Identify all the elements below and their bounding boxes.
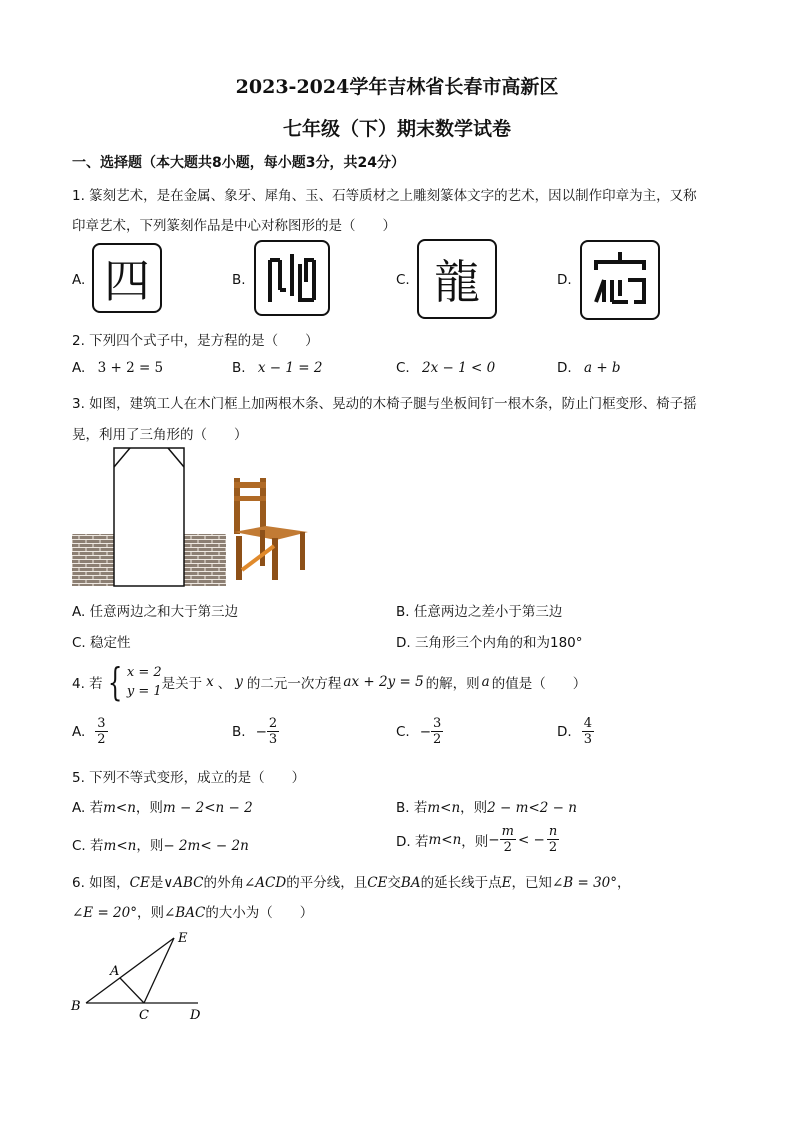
seal-b-glyph [256, 242, 328, 314]
q2-option-d-label: D. [557, 360, 572, 376]
q5-d-numerator-left: m [501, 824, 514, 839]
q2-option-b-expr: x − 1 = 2 [257, 360, 323, 376]
point-label-e: E [178, 931, 188, 946]
q4-d-numerator: 4 [583, 716, 592, 731]
q5-c-result: − 2m< − 2n [163, 838, 249, 854]
q5-d-fraction-left [500, 824, 516, 855]
q4-b-sign: − [255, 723, 267, 740]
q4-var-x: x [206, 674, 214, 690]
q6-stem-line1 [72, 871, 631, 891]
q4-var-y: y [235, 674, 243, 690]
q4-text-tail2: 的值是（ ） [491, 676, 587, 692]
q5-a-prefix: A. 若 [72, 800, 104, 816]
q5-d-fraction-right [547, 824, 559, 855]
q3-stem-line1: 3. 如图，建筑工人在木门框上加两根木条、晃动的木椅子腿与坐板间钉一根木条，防止门框变形、椅子摇 [72, 396, 697, 412]
q3-option-c: C. 稳定性 [72, 635, 131, 651]
wooden-chair-figure [230, 474, 312, 582]
q5-option-c [72, 834, 249, 854]
q4-var-a: a [481, 674, 490, 690]
q5-c-condition: m<n [103, 838, 137, 854]
seal-image-d [580, 240, 660, 320]
q6-text-1: 6. 如图， [72, 875, 130, 891]
q1-option-a-label: A. [72, 272, 86, 288]
q6-text-9: ，则 [137, 905, 164, 921]
q5-option-d [396, 824, 559, 855]
q5-d-denominator-right: 2 [548, 840, 558, 855]
q6-text-8: ， [617, 875, 631, 891]
left-brace-icon: { [107, 660, 123, 704]
q4-option-b [232, 716, 279, 747]
q3-option-b: B. 任意两边之差小于第三边 [396, 604, 563, 620]
q4-text-mid: 是关于 [161, 676, 203, 692]
q3-option-d: D. 三角形三个内角的和为180° [396, 635, 583, 651]
q6-text-2: 是 [149, 875, 164, 891]
q1-stem-line2: 印章艺术，下列篆刻作品是中心对称图形的是（ ） [72, 218, 396, 234]
q6-text-10: 的大小为（ ） [205, 905, 314, 921]
q5-a-result: m − 2<n − 2 [162, 800, 253, 816]
q6-point-e: E [501, 875, 512, 891]
q1-option-c-label: C. [396, 272, 410, 288]
q6-ba: BA [400, 875, 421, 891]
q5-c-then: ，则 [136, 838, 164, 854]
q5-d-less-than: < − [517, 831, 545, 848]
q4-a-numerator: 3 [97, 716, 106, 731]
q6-angle-b: ∠B = 30° [551, 875, 617, 891]
q4-sep: 、 [217, 676, 232, 692]
q4-system-eq1: x = 2 [126, 665, 162, 680]
q5-option-a [72, 796, 253, 816]
q5-d-numerator-right: n [548, 824, 558, 839]
q4-text-tail: 的解，则 [425, 676, 480, 692]
q2-option-c [396, 360, 495, 376]
triangle-figure [66, 926, 216, 1026]
q4-c-sign: − [419, 723, 432, 740]
q6-text-6: 的延长线于点 [420, 875, 502, 891]
q4-option-b-label: B. [232, 723, 246, 740]
q5-a-then: ，则 [135, 800, 163, 816]
point-label-b: B [71, 999, 81, 1014]
q6-angle-bac: ∠BAC [164, 905, 206, 921]
q4-option-d-fraction [582, 716, 594, 747]
q4-option-c-fraction [431, 716, 443, 747]
point-label-a: A [110, 964, 120, 979]
q4-text-mid2: 的二元一次方程 [246, 676, 342, 692]
q6-text-7: ，已知 [511, 875, 552, 891]
q2-option-a-label: A. [72, 360, 86, 376]
door-frame-figure [72, 447, 232, 587]
exam-title-line2: 七年级（下）期末数学试卷 [282, 118, 511, 140]
q5-b-result: 2 − m<2 − n [487, 800, 577, 816]
q1-option-b-label: B. [232, 272, 246, 288]
q4-a-denominator: 2 [97, 732, 106, 747]
q6-stem-line2 [72, 901, 313, 921]
point-label-c: C [139, 1008, 149, 1023]
q4-prefix: 4. 若 [72, 676, 103, 692]
q6-ce: CE [129, 875, 150, 891]
q4-equation: ax + 2y = 5 [343, 674, 424, 690]
q6-angle-e: ∠E = 20° [72, 905, 137, 921]
q5-d-denominator-left: 2 [503, 840, 512, 855]
q4-option-c [396, 716, 443, 747]
q2-option-c-expr: 2x − 1 < 0 [422, 360, 496, 376]
exam-title-line1: 2023-2024学年吉林省长春市高新区 [235, 76, 559, 98]
q5-d-condition: m<n [428, 831, 462, 848]
q5-b-condition: m<n [427, 800, 461, 816]
q2-option-b-label: B. [232, 360, 246, 376]
q2-stem: 2. 下列四个式子中，是方程的是（ ） [72, 333, 319, 349]
q4-c-numerator: 3 [433, 716, 442, 731]
q4-option-a [72, 716, 108, 747]
q4-b-numerator: 2 [268, 716, 278, 731]
q5-c-prefix: C. 若 [72, 838, 104, 854]
seal-d-glyph [582, 242, 658, 318]
q2-option-b [232, 360, 322, 376]
q6-angle-acd: ∠ACD [244, 875, 287, 891]
seal-a-character: 四 [104, 254, 150, 308]
q4-stem [72, 659, 586, 705]
q4-option-c-label: C. [396, 723, 410, 740]
q2-option-c-label: C. [396, 360, 410, 376]
q4-system-eq2: y = 1 [126, 684, 162, 699]
q3-option-a: A. 任意两边之和大于第三边 [72, 604, 239, 620]
q4-option-a-label: A. [72, 723, 86, 740]
q5-b-then: ，则 [460, 800, 488, 816]
q6-ce-2: CE [367, 875, 388, 891]
seal-c-character: 龍 [434, 255, 480, 309]
point-label-d: D [190, 1008, 201, 1023]
q5-option-b [396, 796, 577, 816]
q5-b-prefix: B. 若 [396, 800, 428, 816]
q3-stem-line2: 晃，利用了三角形的（ ） [72, 427, 248, 443]
q4-c-denominator: 2 [433, 732, 442, 747]
q2-option-a [72, 360, 163, 376]
section-heading: 一、选择题（本大题共8小题，每小题3分，共24分） [72, 155, 405, 171]
q2-option-a-expr: 3 + 2 = 5 [97, 360, 164, 376]
q6-triangle-abc: ∨ABC [163, 875, 204, 891]
seal-image-b [254, 240, 330, 316]
q4-b-denominator: 3 [268, 732, 278, 747]
q1-stem-line1: 1. 篆刻艺术，是在金属、象牙、犀角、玉、石等质材之上雕刻篆体文字的艺术，因以制作印章为主，又称 [72, 188, 697, 204]
q4-option-d-label: D. [557, 723, 572, 740]
q5-d-then: ，则 [461, 833, 489, 850]
q4-equation-system [127, 663, 162, 701]
seal-image-c [417, 239, 497, 319]
q2-option-d-expr: a + b [583, 360, 621, 376]
q4-option-a-fraction [95, 716, 107, 747]
q6-text-3: 的外角 [203, 875, 244, 891]
q4-d-denominator: 3 [583, 732, 592, 747]
q5-d-prefix: D. 若 [396, 833, 429, 850]
q5-a-condition: m<n [103, 800, 136, 816]
q2-option-d [557, 360, 621, 376]
q4-option-b-fraction [267, 716, 279, 747]
q6-text-5: 交 [387, 875, 401, 891]
q5-d-sign: − [488, 831, 500, 848]
q1-option-d-label: D. [557, 272, 572, 288]
q6-text-4: 的平分线，且 [286, 875, 368, 891]
q4-option-d [557, 716, 594, 747]
q5-stem: 5. 下列不等式变形，成立的是（ ） [72, 770, 306, 786]
seal-image-a [92, 243, 162, 313]
